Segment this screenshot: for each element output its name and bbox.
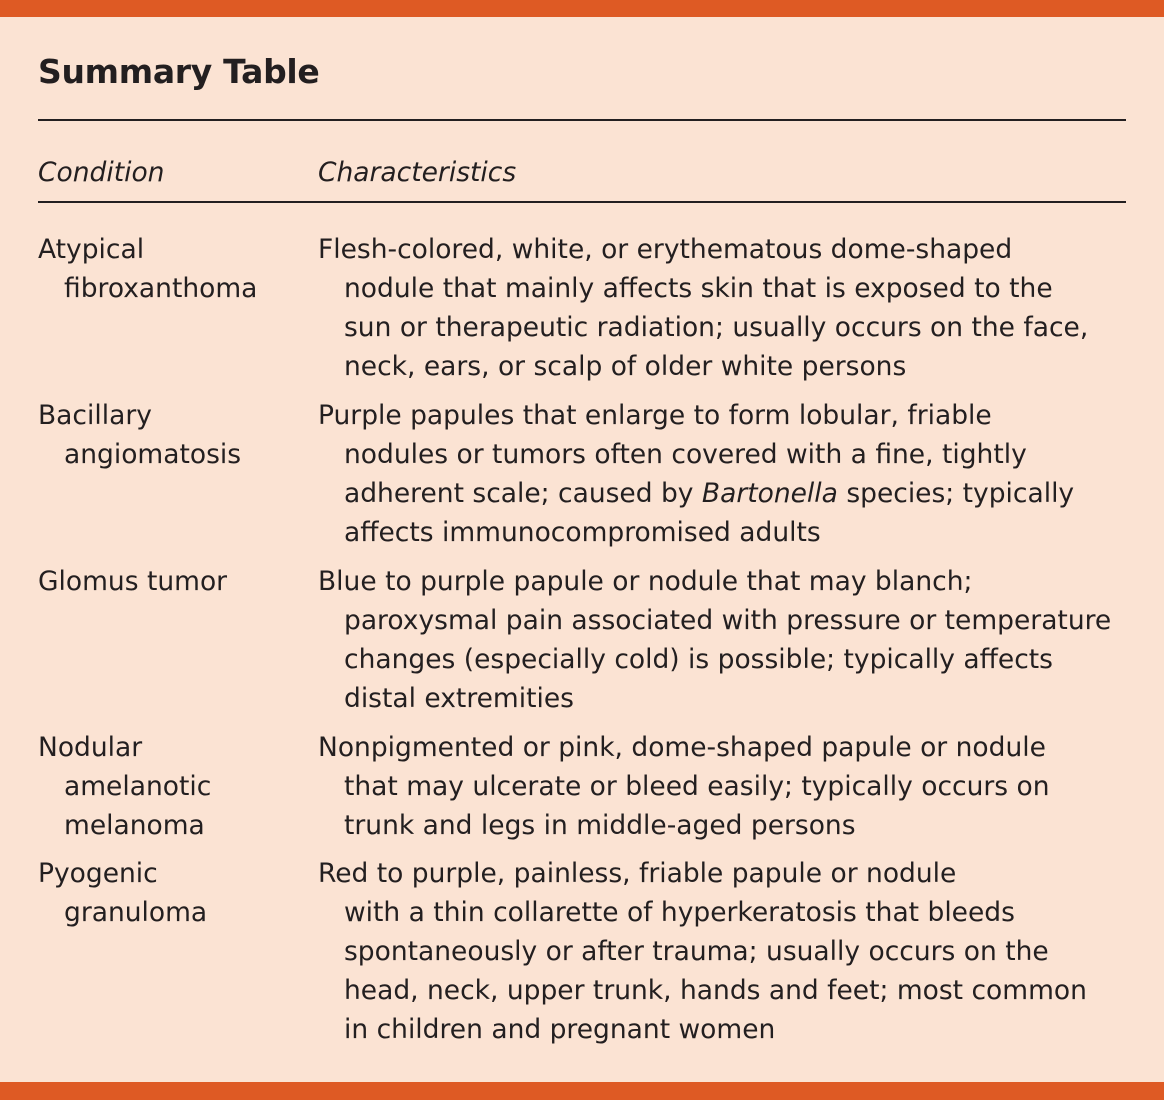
header-rule	[38, 201, 1126, 203]
table-row-condition: Nodular amelanotic melanoma	[38, 732, 212, 841]
table-row-characteristics: Red to purple, painless, friable papule or nodule with a thin collarette of hyperkeratosis that bleeds spontaneously or after trauma; usually occurs on the head, neck, upper trunk, hands and feet; most common in children and pregnant women	[318, 858, 1087, 1045]
table-row-condition: Glomus tumor	[38, 566, 228, 597]
bottom-accent-bar	[0, 1082, 1164, 1100]
table-row-condition: Pyogenic granuloma	[38, 858, 208, 928]
table-row-characteristics: Blue to purple papule or nodule that may blanch; paroxysmal pain associated with pressure or temperature changes (especially cold) is possible; typically affects distal extremities	[318, 566, 1112, 714]
table-row-characteristics: Purple papules that enlarge to form lobular, friable nodules or tumors often covered with a fine, tightly adherent scale; caused by Bartonella species; typically affects immunocompromised adults	[318, 400, 1075, 548]
table-row-characteristics: Flesh-colored, white, or erythematous dome-shaped nodule that mainly affects skin that is exposed to the sun or therapeutic radiation; usually occurs on the face, neck, ears, or scalp of older white persons	[318, 234, 1089, 382]
table-row-characteristics: Nonpigmented or pink, dome-shaped papule or nodule that may ulcerate or bleed easily; typically occurs on trunk and legs in middle-aged persons	[318, 732, 1050, 841]
italic-genus-term: Bartonella	[701, 478, 838, 509]
table-row-condition: Bacillary angiomatosis	[38, 400, 242, 470]
top-accent-bar	[0, 0, 1164, 17]
header-condition: Condition	[38, 157, 165, 188]
table-row-condition: Atypical fibroxanthoma	[38, 234, 258, 304]
table-title: Summary Table	[38, 52, 320, 91]
header-characteristics: Characteristics	[318, 157, 517, 188]
title-rule	[38, 119, 1126, 121]
